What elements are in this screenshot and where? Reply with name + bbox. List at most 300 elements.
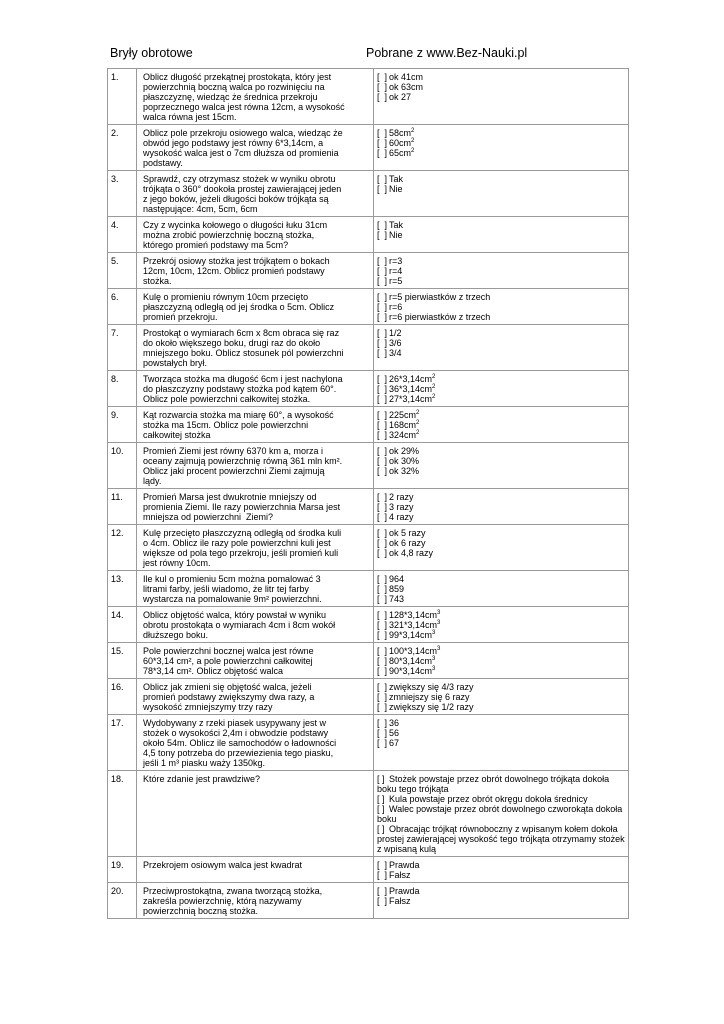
answer-label: 3 razy [389, 502, 414, 512]
answer-options [374, 571, 629, 607]
answer-checkbox[interactable]: [ ] [377, 804, 385, 814]
answer-checkbox[interactable]: [ ] [377, 824, 385, 834]
answer-exponent: 2 [416, 430, 420, 436]
answer-label: zmniejszy się 6 razy [389, 692, 470, 702]
answer-label: Kula powstaje przez obrót okręgu dokoła średnicy [389, 794, 588, 804]
answer-options [374, 489, 629, 525]
answer-checkbox[interactable]: [ ] [377, 548, 388, 558]
question-line: obrotu prostokąta o wymiarach 4cm i 8cm wokół [143, 620, 336, 630]
answer-checkbox[interactable]: [ ] [377, 266, 388, 276]
answer-checkbox[interactable]: [ ] [377, 502, 388, 512]
question-row [108, 571, 629, 607]
answer-option[interactable] [377, 824, 625, 854]
answer-label: 128*3,14cm [389, 610, 438, 620]
answer-label: 26*3,14cm [389, 374, 433, 384]
answer-option[interactable] [377, 72, 625, 82]
question-line: jeśli 1 m³ piasku waży 1350kg. [143, 758, 266, 768]
answer-label: 90*3,14cm [389, 666, 433, 676]
answer-option[interactable] [377, 692, 625, 702]
question-line: Oblicz objętość walca, który powstał w wyniku [143, 610, 327, 620]
answer-label: Prawda [389, 886, 420, 896]
answer-option[interactable] [377, 594, 625, 604]
answer-option[interactable] [377, 610, 625, 620]
answer-label: zwiększy się 4/3 razy [389, 682, 474, 692]
answer-option[interactable] [377, 276, 625, 286]
question-number: 13. [108, 571, 137, 607]
answer-options [374, 325, 629, 371]
answer-option[interactable] [377, 728, 625, 738]
question-line: Przekrojem osiowym walca jest kwadrat [143, 860, 303, 870]
question-line: Oblicz długość przekątnej prostokąta, który jest [143, 72, 332, 82]
answer-checkbox[interactable]: [ ] [377, 292, 388, 302]
quiz-table-body [108, 69, 629, 919]
answer-option[interactable] [377, 230, 625, 240]
answer-exponent: 3 [432, 630, 436, 636]
answer-option[interactable] [377, 384, 625, 394]
question-row [108, 171, 629, 217]
answer-options [374, 679, 629, 715]
answer-exponent: 3 [437, 620, 441, 626]
answer-label: ok 41cm [389, 72, 424, 82]
question-text [137, 253, 374, 289]
answer-label: Nie [389, 230, 403, 240]
question-line: Promień Marsa jest dwukrotnie mniejszy od [143, 492, 317, 502]
question-number: 11. [108, 489, 137, 525]
answer-options [374, 771, 629, 857]
question-row [108, 289, 629, 325]
question-number: 17. [108, 715, 137, 771]
answer-options [374, 525, 629, 571]
answer-options [374, 883, 629, 919]
answer-option[interactable] [377, 348, 625, 358]
answer-checkbox[interactable]: [ ] [377, 738, 388, 748]
question-text [137, 325, 374, 371]
question-line: do około większego boku, drugi raz do około [143, 338, 321, 348]
question-line: jest równy 10cm. [143, 558, 211, 568]
answer-checkbox[interactable]: [ ] [377, 420, 388, 430]
answer-option[interactable] [377, 174, 625, 184]
answer-exponent: 2 [411, 128, 415, 134]
answer-label: Nie [389, 184, 403, 194]
answer-option[interactable] [377, 410, 625, 420]
answer-options [374, 69, 629, 125]
question-row [108, 643, 629, 679]
answer-option[interactable] [377, 92, 625, 102]
question-line: oceany zajmują powierzchnię równą 361 mln km². [143, 456, 343, 466]
question-line: Kulę przecięto płaszczyzną odległą od środka kuli [143, 528, 342, 538]
question-number: 19. [108, 857, 137, 883]
question-line: Oblicz pole powierzchni całkowitej stożka. [143, 394, 311, 404]
answer-checkbox[interactable]: [ ] [377, 594, 388, 604]
answer-label: Fałsz [389, 896, 411, 906]
question-line: Przekrój osiowy stożka jest trójkątem o bokach [143, 256, 330, 266]
answer-option[interactable] [377, 138, 625, 148]
answer-option[interactable] [377, 446, 625, 456]
question-text [137, 607, 374, 643]
answer-checkbox[interactable]: [ ] [377, 374, 388, 384]
answer-option[interactable] [377, 574, 625, 584]
answer-label: ok 4,8 razy [389, 548, 434, 558]
question-line: Wydobywany z rzeki piasek usypywany jest w [143, 718, 326, 728]
question-line: Ile kul o promieniu 5cm można pomalować 3 [143, 574, 321, 584]
answer-checkbox[interactable]: [ ] [377, 584, 388, 594]
question-row [108, 489, 629, 525]
answer-option[interactable] [377, 456, 625, 466]
question-number: 5. [108, 253, 137, 289]
answer-label: 99*3,14cm [389, 630, 433, 640]
question-line: stożka. [143, 276, 172, 286]
answer-checkbox[interactable]: [ ] [377, 338, 388, 348]
answer-checkbox[interactable]: [ ] [377, 446, 388, 456]
answer-options [374, 607, 629, 643]
answer-label: 67 [389, 738, 400, 748]
question-text [137, 443, 374, 489]
answer-label: Obracając trójkąt równoboczny z wpisanym kołem dokoła prostej zawierającej wysokość tego trójkąta otrzymamy stożek z wpisaną kulą [377, 824, 625, 854]
answer-checkbox[interactable]: [ ] [377, 692, 388, 702]
question-line: Promień Ziemi jest równy 6370 km a, morza i [143, 446, 324, 456]
answer-options [374, 407, 629, 443]
answer-label: 743 [389, 594, 405, 604]
question-number: 20. [108, 883, 137, 919]
answer-exponent: 2 [416, 420, 420, 426]
answer-label: 324cm [389, 430, 417, 440]
answer-exponent: 2 [411, 148, 415, 154]
question-line: stożka ma 15cm. Oblicz pole powierzchni [143, 420, 309, 430]
answer-label: 225cm [389, 410, 417, 420]
answer-checkbox[interactable]: [ ] [377, 728, 388, 738]
answer-option[interactable] [377, 312, 625, 322]
answer-option[interactable] [377, 492, 625, 502]
question-number: 1. [108, 69, 137, 125]
answer-options [374, 125, 629, 171]
answer-option[interactable] [377, 292, 625, 302]
answer-checkbox[interactable]: [ ] [377, 794, 385, 804]
answer-option[interactable] [377, 584, 625, 594]
answer-label: 964 [389, 574, 405, 584]
answer-checkbox[interactable]: [ ] [377, 384, 388, 394]
answer-exponent: 3 [432, 656, 436, 662]
answer-option[interactable] [377, 794, 625, 804]
answer-checkbox[interactable]: [ ] [377, 184, 388, 194]
answer-checkbox[interactable]: [ ] [377, 492, 388, 502]
question-text [137, 217, 374, 253]
answer-option[interactable] [377, 538, 625, 548]
answer-checkbox[interactable]: [ ] [377, 148, 388, 158]
answer-checkbox[interactable]: [ ] [377, 610, 388, 620]
question-line: około 54m. Oblicz ile samochodów o ładowności [143, 738, 337, 748]
answer-checkbox[interactable]: [ ] [377, 276, 388, 286]
question-text [137, 643, 374, 679]
question-line: 4,5 tony potrzeba do przewiezienia tego piasku, [143, 748, 334, 758]
question-line: zakreśla powierzchnię, którą nazywamy [143, 896, 302, 906]
answer-option[interactable] [377, 394, 625, 404]
question-number: 2. [108, 125, 137, 171]
answer-label: r=5 pierwiastków z trzech [389, 292, 491, 302]
answer-checkbox[interactable]: [ ] [377, 886, 388, 896]
answer-option[interactable] [377, 220, 625, 230]
answer-options [374, 217, 629, 253]
answer-checkbox[interactable]: [ ] [377, 896, 388, 906]
answer-checkbox[interactable]: [ ] [377, 718, 388, 728]
answer-checkbox[interactable]: [ ] [377, 620, 388, 630]
answer-label: 859 [389, 584, 405, 594]
answer-label: ok 5 razy [389, 528, 426, 538]
answer-label: 27*3,14cm [389, 394, 433, 404]
answer-exponent: 3 [437, 646, 441, 652]
question-row [108, 679, 629, 715]
question-line: obwód jego podstawy jest równy 6*3,14cm, a [143, 138, 324, 148]
answer-options [374, 857, 629, 883]
question-line: całkowitej stożka [143, 430, 211, 440]
question-line: płaszczyznę, wiedząc że średnica przekroju [143, 92, 318, 102]
answer-option[interactable] [377, 682, 625, 692]
answer-checkbox[interactable]: [ ] [377, 302, 388, 312]
question-text [137, 883, 374, 919]
question-line: do płaszczyzny podstawy stożka pod kątem 60°. [143, 384, 337, 394]
answer-checkbox[interactable]: [ ] [377, 72, 388, 82]
answer-label: ok 6 razy [389, 538, 426, 548]
answer-option[interactable] [377, 502, 625, 512]
answer-checkbox[interactable]: [ ] [377, 512, 388, 522]
answer-checkbox[interactable]: [ ] [377, 860, 388, 870]
answer-option[interactable] [377, 630, 625, 640]
answer-label: ok 63cm [389, 82, 424, 92]
answer-option[interactable] [377, 548, 625, 558]
answer-checkbox[interactable]: [ ] [377, 82, 388, 92]
question-row [108, 771, 629, 857]
answer-options [374, 715, 629, 771]
answer-label: 100*3,14cm [389, 646, 438, 656]
answer-label: 1/2 [389, 328, 402, 338]
question-row [108, 525, 629, 571]
answer-checkbox[interactable]: [ ] [377, 174, 388, 184]
answer-checkbox[interactable]: [ ] [377, 630, 388, 640]
answer-checkbox[interactable]: [ ] [377, 430, 388, 440]
answer-label: 56 [389, 728, 400, 738]
answer-label: r=6 [389, 302, 403, 312]
answer-checkbox[interactable]: [ ] [377, 348, 388, 358]
answer-label: 3/4 [389, 348, 402, 358]
answer-option[interactable] [377, 620, 625, 630]
answer-checkbox[interactable]: [ ] [377, 128, 388, 138]
answer-option[interactable] [377, 896, 625, 906]
question-text [137, 857, 374, 883]
answer-checkbox[interactable]: [ ] [377, 230, 388, 240]
question-line: płaszczyzną odległą od jej środka o 5cm. Oblicz [143, 302, 335, 312]
question-text [137, 771, 374, 857]
answer-option[interactable] [377, 466, 625, 476]
answer-option[interactable] [377, 128, 625, 138]
answer-options [374, 371, 629, 407]
answer-checkbox[interactable]: [ ] [377, 666, 388, 676]
answer-label: Walec powstaje przez obrót dowolnego czworokąta dokoła boku [377, 804, 623, 824]
question-text [137, 489, 374, 525]
question-row [108, 443, 629, 489]
question-line: Pole powierzchni bocznej walca jest równe [143, 646, 314, 656]
answer-checkbox[interactable]: [ ] [377, 92, 388, 102]
answer-checkbox[interactable]: [ ] [377, 410, 388, 420]
answer-label: Tak [389, 174, 404, 184]
answer-checkbox[interactable]: [ ] [377, 656, 388, 666]
question-number: 18. [108, 771, 137, 857]
question-line: Kąt rozwarcia stożka ma miarę 60°, a wysokość [143, 410, 334, 420]
answer-option[interactable] [377, 420, 625, 430]
answer-option[interactable] [377, 860, 625, 870]
answer-option[interactable] [377, 374, 625, 384]
question-line: poprzecznego walca jest równa 12cm, a wysokość [143, 102, 345, 112]
question-line: Kulę o promieniu równym 10cm przecięto [143, 292, 309, 302]
question-text [137, 571, 374, 607]
answer-label: Fałsz [389, 870, 411, 880]
answer-options [374, 643, 629, 679]
answer-option[interactable] [377, 804, 625, 824]
question-line: promienia Ziemi. Ile razy powierzchnia Marsa jest [143, 502, 341, 512]
quiz-table [107, 68, 629, 919]
question-line: Oblicz pole przekroju osiowego walca, wiedząc że [143, 128, 343, 138]
question-line: 78*3,14 cm². Oblicz objętość walca [143, 666, 284, 676]
answer-label: 36*3,14cm [389, 384, 433, 394]
answer-checkbox[interactable]: [ ] [377, 466, 388, 476]
answer-checkbox[interactable]: [ ] [377, 538, 388, 548]
answer-options [374, 253, 629, 289]
question-number: 8. [108, 371, 137, 407]
answer-option[interactable] [377, 184, 625, 194]
answer-option[interactable] [377, 886, 625, 896]
answer-option[interactable] [377, 528, 625, 538]
question-text [137, 715, 374, 771]
question-line: wystarcza na pomalowanie 9m² powierzchni. [143, 594, 322, 604]
answer-option[interactable] [377, 82, 625, 92]
question-text [137, 525, 374, 571]
question-text [137, 679, 374, 715]
question-text [137, 125, 374, 171]
answer-option[interactable] [377, 256, 625, 266]
question-number: 4. [108, 217, 137, 253]
answer-label: 60cm [389, 138, 412, 148]
answer-label: Tak [389, 220, 404, 230]
answer-option[interactable] [377, 774, 625, 794]
source-label: Pobrane z www.Bez-Nauki.pl [366, 46, 528, 60]
question-line: którego promień podstawy ma 5cm? [143, 240, 289, 250]
answer-option[interactable] [377, 656, 625, 666]
question-line: Prostokąt o wymiarach 6cm x 8cm obraca się raz [143, 328, 340, 338]
answer-checkbox[interactable]: [ ] [377, 456, 388, 466]
answer-label: ok 29% [389, 446, 420, 456]
answer-checkbox[interactable]: [ ] [377, 774, 385, 784]
answer-checkbox[interactable]: [ ] [377, 528, 388, 538]
question-number: 15. [108, 643, 137, 679]
question-number: 7. [108, 325, 137, 371]
answer-label: r=3 [389, 256, 403, 266]
answer-option[interactable] [377, 148, 625, 158]
answer-option[interactable] [377, 702, 625, 712]
question-line: można zrobić powierzchnię boczną stożka, [143, 230, 315, 240]
question-row [108, 253, 629, 289]
question-line: Tworząca stożka ma długość 6cm i jest nachylona [143, 374, 343, 384]
answer-checkbox[interactable]: [ ] [377, 702, 388, 712]
answer-label: r=5 [389, 276, 403, 286]
answer-checkbox[interactable]: [ ] [377, 312, 388, 322]
question-line: trójkąta o 360° dookoła prostej zawierającej jeden [143, 184, 342, 194]
answer-option[interactable] [377, 512, 625, 522]
answer-option[interactable] [377, 266, 625, 276]
page-header [110, 46, 620, 66]
answer-label: 80*3,14cm [389, 656, 433, 666]
answer-label: zwiększy się 1/2 razy [389, 702, 474, 712]
question-line: promień przekroju. [143, 312, 218, 322]
answer-exponent: 2 [432, 374, 436, 380]
answer-label: r=6 pierwiastków z trzech [389, 312, 491, 322]
question-text [137, 69, 374, 125]
answer-checkbox[interactable]: [ ] [377, 394, 388, 404]
question-line: powierzchnią boczną walca po rozwinięciu na [143, 82, 325, 92]
answer-label: r=4 [389, 266, 403, 276]
answer-option[interactable] [377, 430, 625, 440]
question-number: 9. [108, 407, 137, 443]
question-row [108, 125, 629, 171]
question-line: litrami farby, jeśli wiadomo, że litr tej farby [143, 584, 309, 594]
answer-option[interactable] [377, 738, 625, 748]
answer-checkbox[interactable]: [ ] [377, 646, 388, 656]
question-line: mniejszego boku. Oblicz stosunek pól powierzchni [143, 348, 344, 358]
answer-label: Prawda [389, 860, 420, 870]
question-row [108, 883, 629, 919]
answer-label: 321*3,14cm [389, 620, 438, 630]
question-line: Przeciwprostokątna, zwana tworzącą stożka, [143, 886, 323, 896]
answer-label: 168cm [389, 420, 417, 430]
question-number: 10. [108, 443, 137, 489]
question-line: walca równa jest 15cm. [143, 112, 237, 122]
question-line: wysokość zmniejszymy trzy razy [143, 702, 273, 712]
question-line: Oblicz jak zmieni się objętość walca, jeżeli [143, 682, 312, 692]
question-line: Sprawdź, czy otrzymasz stożek w wyniku obrotu [143, 174, 336, 184]
answer-label: Stożek powstaje przez obrót dowolnego trójkąta dokoła boku tego trójkąta [377, 774, 610, 794]
question-line: powierzchnią boczną stożka. [143, 906, 259, 916]
question-line: mniejsza od powierzchni Ziemi? [143, 512, 274, 522]
answer-checkbox[interactable]: [ ] [377, 682, 388, 692]
answer-option[interactable] [377, 646, 625, 656]
answer-option[interactable] [377, 328, 625, 338]
question-text [137, 407, 374, 443]
answer-checkbox[interactable]: [ ] [377, 256, 388, 266]
question-line: z jego boków, jeżeli długości boków trójkąta są [143, 194, 329, 204]
question-row [108, 69, 629, 125]
answer-label: 4 razy [389, 512, 414, 522]
answer-option[interactable] [377, 870, 625, 880]
question-line: dłuższego boku. [143, 630, 209, 640]
answer-checkbox[interactable]: [ ] [377, 220, 388, 230]
question-number: 14. [108, 607, 137, 643]
answer-option[interactable] [377, 338, 625, 348]
answer-checkbox[interactable]: [ ] [377, 870, 388, 880]
document-title: Bryły obrotowe [110, 46, 193, 60]
question-line: o 4cm. Oblicz ile razy pole powierzchni kuli jest [143, 538, 331, 548]
question-number: 6. [108, 289, 137, 325]
answer-label: 36 [389, 718, 400, 728]
answer-checkbox[interactable]: [ ] [377, 138, 388, 148]
answer-option[interactable] [377, 718, 625, 728]
answer-checkbox[interactable]: [ ] [377, 574, 388, 584]
answer-options [374, 289, 629, 325]
answer-label: ok 27 [389, 92, 412, 102]
question-line: następujące: 4cm, 5cm, 6cm [143, 204, 258, 214]
question-text [137, 371, 374, 407]
answer-option[interactable] [377, 302, 625, 312]
answer-option[interactable] [377, 666, 625, 676]
question-row [108, 371, 629, 407]
answer-checkbox[interactable]: [ ] [377, 328, 388, 338]
question-number: 12. [108, 525, 137, 571]
